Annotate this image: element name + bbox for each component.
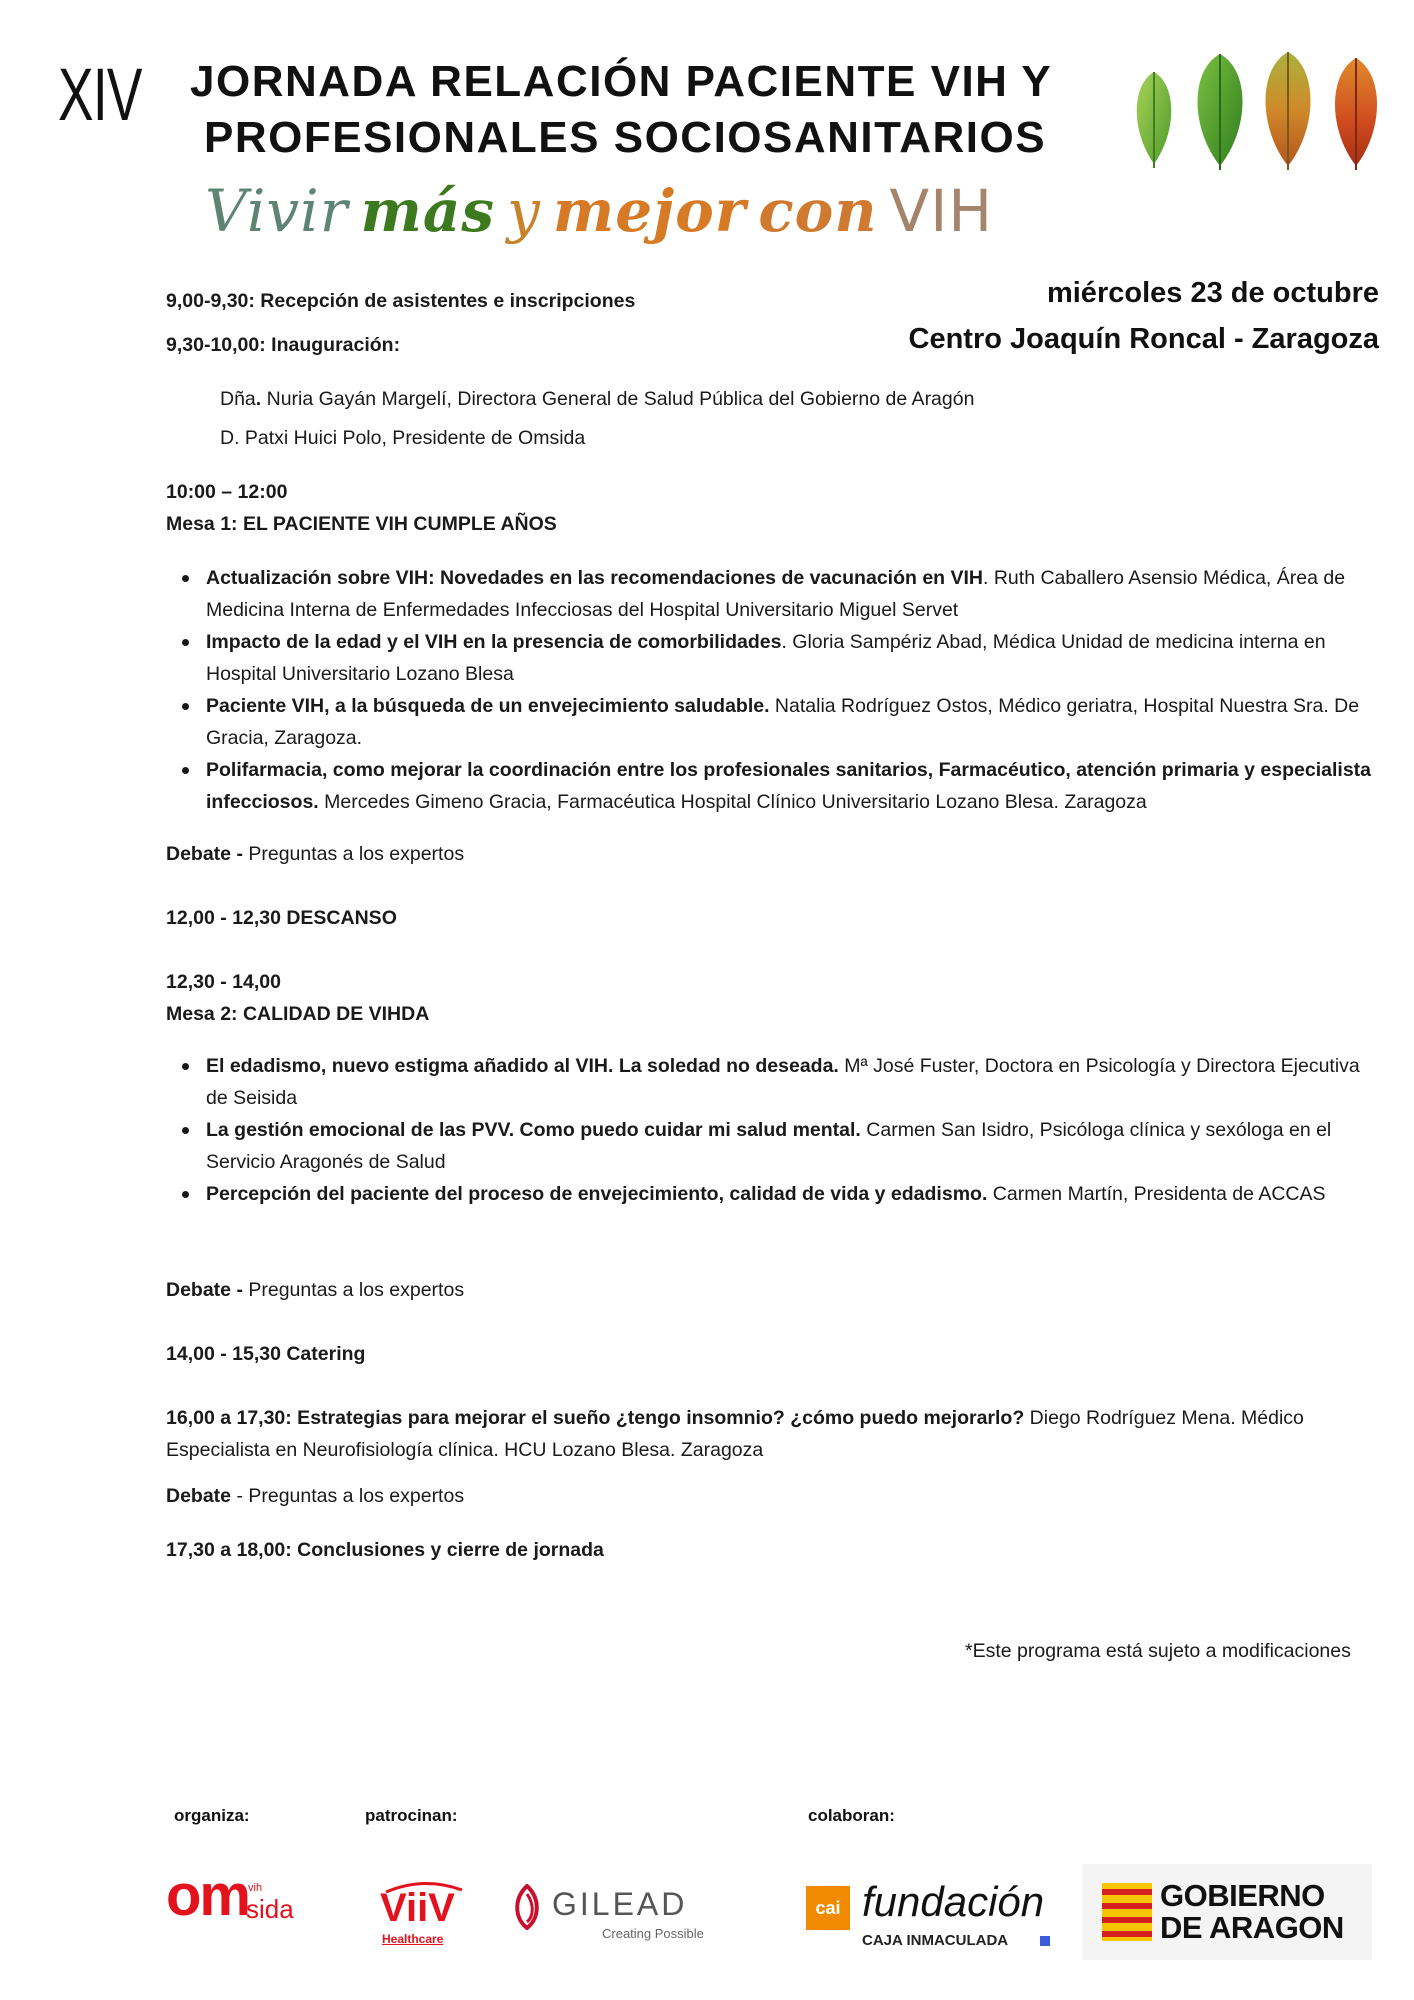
talk-title: Polifarmacia, como mejorar la coordinación entre los profesionales sanitarios, Farmacéutico, atención primaria y especialista infecciosos. (206, 759, 1372, 813)
speaker-title: Dña (220, 388, 256, 410)
mesa1-talks (166, 562, 1386, 818)
aragon-flag-icon (1102, 1883, 1152, 1941)
closing-item: 17,30 a 18,00: Conclusiones y cierre de jornada (166, 1539, 604, 1561)
talk-item (206, 754, 1386, 818)
fundacion-cai-logo (806, 1878, 1056, 1952)
gilead-flame-icon (512, 1884, 542, 1930)
reception-item: 9,00-9,30: Recepción de asistentes e inscripciones (166, 290, 636, 312)
omsida-vih: vih (248, 1882, 263, 1894)
debate-item (166, 1480, 1386, 1512)
disclaimer-note: *Este programa está sujeto a modificaciones (965, 1640, 1351, 1662)
talk-title: Percepción del paciente del proceso de envejecimiento, calidad de vida y edadismo. (206, 1183, 988, 1205)
aragon-line1: GOBIERNO (1160, 1878, 1325, 1913)
mesa1-time: 10:00 – 12:00 (166, 481, 288, 503)
mesa2-talks (166, 1050, 1386, 1210)
viiv-logo (380, 1880, 480, 1950)
fundacion-square-icon (1040, 1936, 1050, 1946)
talk-title: La gestión emocional de las PVV. Como puedo cuidar mi salud mental. (206, 1119, 861, 1141)
patrocinan-label: patrocinan: (365, 1806, 458, 1825)
aragon-line2: DE ARAGON (1160, 1910, 1344, 1945)
mesa2-title: Mesa 2: CALIDAD DE VIHDA (166, 1003, 430, 1025)
talk-item (206, 562, 1386, 626)
debate-label: Debate (166, 1485, 232, 1507)
aragon-text (1160, 1880, 1344, 1944)
talk-title: 16,00 a 17,30: Estrategias para mejorar el sueño ¿tengo insomnio? ¿cómo puedo mejorarlo? (166, 1407, 1025, 1429)
leaf-red-orange (1335, 58, 1377, 170)
leaf-light-green (1137, 72, 1172, 168)
debate-item (166, 838, 1386, 870)
tagline-word: con (758, 177, 878, 245)
leaf-yellow-orange (1266, 52, 1311, 170)
mesa1-title: Mesa 1: EL PACIENTE VIH CUMPLE AÑOS (166, 513, 557, 535)
organiza-label: organiza: (174, 1806, 250, 1825)
fundacion-name: fundación (862, 1878, 1045, 1925)
viiv-sub: Healthcare (382, 1932, 444, 1946)
talk-item (206, 1114, 1386, 1178)
speaker-dot: . (255, 388, 262, 410)
speaker-name: Nuria Gayán Margelí, Directora General de Salud Pública del Gobierno de Aragón (261, 388, 975, 410)
debate-text: Preguntas a los expertos (242, 843, 465, 865)
event-title-line1: JORNADA RELACIÓN PACIENTE VIH Y (190, 57, 1053, 106)
talk-title: El edadismo, nuevo estigma añadido al VIH. La soledad no deseada. (206, 1055, 839, 1077)
talk-item (206, 1050, 1386, 1114)
event-date: miércoles 23 de octubre (1046, 277, 1379, 309)
debate-label: Debate - (166, 843, 243, 865)
talk-speaker: Mercedes Gimeno Gracia, Farmacéutica Hospital Clínico Universitario Lozano Blesa. Zaragoza (318, 791, 1147, 813)
gobierno-aragon-logo (1082, 1864, 1372, 1960)
break-item: 12,00 - 12,30 DESCANSO (166, 907, 397, 929)
talk-speaker: Carmen San Isidro, Psicóloga clínica y sexóloga en el Servicio Aragonés de Salud (206, 1119, 1332, 1173)
gilead-logo (512, 1884, 732, 1944)
speaker-item: D. Patxi Huici Polo, Presidente de Omsida (220, 427, 586, 449)
tagline-word: y (507, 177, 541, 245)
speaker-item (220, 383, 1386, 415)
omsida-logo (166, 1863, 296, 1938)
debate-item (166, 1274, 1386, 1306)
omsida-sida: sida (246, 1894, 294, 1924)
talk-speaker: . Ruth Caballero Asensio Médica, Área de Medicina Interna de Enfermedades Infecciosas del Hospital Universitario Miguel Servet (206, 567, 1346, 621)
talk-speaker: Mª José Fuster, Doctora en Psicología y Directora Ejecutiva de Seisida (206, 1055, 1360, 1109)
debate-text: Preguntas a los expertos (242, 1279, 465, 1301)
event-title (190, 54, 1052, 166)
fundacion-sub: CAJA INMACULADA (862, 1932, 1009, 1949)
debate-label: Debate - (166, 1279, 243, 1301)
talk-title: Actualización sobre VIH: Novedades en las recomendaciones de vacunación en VIH (206, 567, 984, 589)
talk-item (206, 626, 1386, 690)
leaf-green (1198, 54, 1243, 170)
mesa2-time: 12,30 - 14,00 (166, 971, 281, 993)
leaves-illustration (1120, 50, 1398, 170)
talk-title: Impacto de la edad y el VIH en la presencia de comorbilidades (206, 631, 782, 653)
tagline-word: más (360, 177, 496, 245)
gilead-name: GILEAD (552, 1886, 688, 1922)
talk-item (206, 690, 1386, 754)
omsida-om: om (166, 1863, 249, 1928)
event-title-line2: PROFESIONALES SOCIOSANITARIOS (204, 113, 1047, 162)
cai-badge-text: cai (815, 1898, 841, 1918)
program (166, 285, 1386, 1566)
talk-title: Paciente VIH, a la búsqueda de un envejecimiento saludable. (206, 695, 770, 717)
catering-item: 14,00 - 15,30 Catering (166, 1343, 366, 1365)
inauguration-speakers (220, 383, 1386, 454)
event-tagline (205, 177, 1005, 245)
talk-speaker: Natalia Rodríguez Ostos, Médico geriatra, Hospital Nuestra Sra. De Gracia, Zaragoza. (206, 695, 1360, 749)
talk-speaker: Diego Rodríguez Mena. Médico Especialista en Neurofisiología clínica. HCU Lozano Blesa. Zaragoza (166, 1407, 1304, 1461)
colaboran-label: colaboran: (808, 1806, 895, 1825)
viiv-name: ViiV (380, 1886, 455, 1930)
talk-item (206, 1178, 1386, 1210)
sleep-talk-item (166, 1402, 1386, 1466)
tagline-word: mejor (552, 177, 747, 245)
gilead-sub: Creating Possible (602, 1926, 704, 1941)
edition-number: XIV (58, 53, 142, 136)
tagline-word: Vivir (205, 177, 349, 245)
tagline-word: VIH (889, 177, 993, 245)
talk-speaker: . Gloria Sampériz Abad, Médica Unidad de medicina interna en Hospital Universitario Lozano Blesa (206, 631, 1326, 685)
inauguration-item: 9,30-10,00: Inauguración: (166, 334, 401, 356)
event-venue: Centro Joaquín Roncal - Zaragoza (908, 323, 1379, 355)
cai-badge-icon (806, 1886, 850, 1930)
debate-text: - Preguntas a los expertos (231, 1485, 465, 1507)
talk-speaker: Carmen Martín, Presidenta de ACCAS (987, 1183, 1326, 1205)
